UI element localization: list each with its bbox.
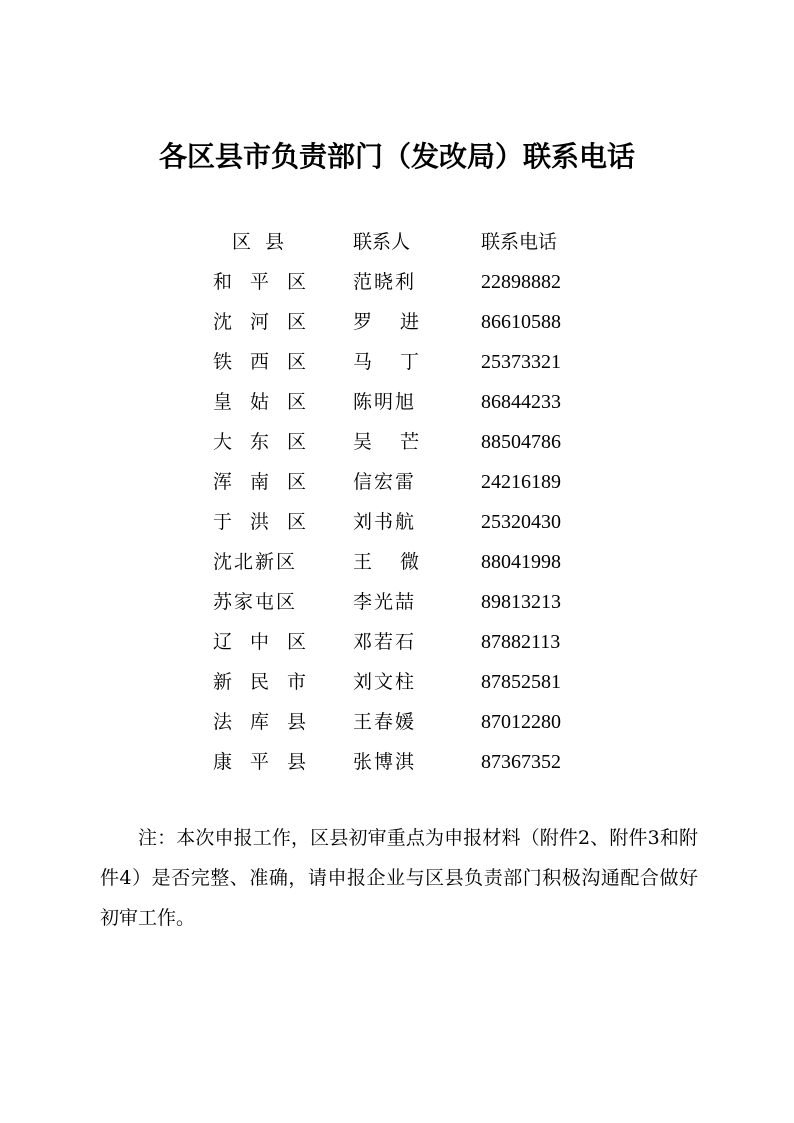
table-row xyxy=(0,302,794,342)
cell-contact: 邓若石 xyxy=(353,631,417,653)
cell-contact: 信宏雷 xyxy=(353,471,417,493)
cell-district: 沈北新区 xyxy=(213,551,298,573)
cell-phone: 87852581 xyxy=(481,671,561,693)
cell-district: 辽中区 xyxy=(213,631,325,653)
cell-phone: 86610588 xyxy=(481,311,561,333)
header-phone: 联系电话 xyxy=(481,231,558,253)
cell-contact: 范晓利 xyxy=(353,271,417,293)
table-row xyxy=(0,742,794,782)
table-row xyxy=(0,462,794,502)
table-row xyxy=(0,582,794,622)
cell-phone: 25373321 xyxy=(481,351,561,373)
table-header-row xyxy=(0,222,794,262)
header-district: 区县 xyxy=(232,231,299,253)
cell-contact: 吴芒 xyxy=(353,431,448,453)
page-title: 各区县市负责部门（发改局）联系电话 xyxy=(158,140,635,173)
cell-district: 铁西区 xyxy=(213,351,325,373)
cell-district: 浑南区 xyxy=(213,471,325,493)
cell-district: 沈河区 xyxy=(213,311,325,333)
table-row xyxy=(0,542,794,582)
cell-phone: 22898882 xyxy=(481,271,561,293)
table-row xyxy=(0,502,794,542)
header-contact: 联系人 xyxy=(353,231,411,253)
cell-contact: 王微 xyxy=(353,551,448,573)
cell-contact: 陈明旭 xyxy=(353,391,417,413)
table-row xyxy=(0,342,794,382)
table-row xyxy=(0,622,794,662)
cell-district: 皇姑区 xyxy=(213,391,325,413)
table-row xyxy=(0,422,794,462)
table-row xyxy=(0,702,794,742)
cell-contact: 罗进 xyxy=(353,311,448,333)
cell-contact: 王春媛 xyxy=(353,711,417,733)
cell-contact: 刘书航 xyxy=(353,511,417,533)
table-row xyxy=(0,262,794,302)
cell-district: 大东区 xyxy=(213,431,325,453)
cell-contact: 李光喆 xyxy=(353,591,417,613)
cell-phone: 24216189 xyxy=(481,471,561,493)
cell-phone: 88041998 xyxy=(481,551,561,573)
note-paragraph: 注：本次申报工作，区县初审重点为申报材料（附件2、附件3和附件4）是否完整、准确，请申报企业与区县负责部门积极沟通配合做好初审工作。 xyxy=(100,827,698,929)
cell-phone: 87882113 xyxy=(481,631,561,653)
cell-contact: 张博淇 xyxy=(353,751,417,773)
cell-phone: 89813213 xyxy=(481,591,561,613)
cell-phone: 86844233 xyxy=(481,391,561,413)
cell-contact: 马丁 xyxy=(353,351,448,373)
cell-phone: 88504786 xyxy=(481,431,561,453)
cell-phone: 87012280 xyxy=(481,711,561,733)
cell-district: 苏家屯区 xyxy=(213,591,298,613)
table-row xyxy=(0,662,794,702)
cell-phone: 87367352 xyxy=(481,751,561,773)
table-row xyxy=(0,382,794,422)
cell-district: 康平县 xyxy=(213,751,325,773)
cell-district: 于洪区 xyxy=(213,511,325,533)
cell-district: 和平区 xyxy=(213,271,325,293)
contact-table xyxy=(0,222,794,782)
table-body xyxy=(0,262,794,782)
cell-contact: 刘文柱 xyxy=(353,671,417,693)
cell-district: 新民市 xyxy=(213,671,325,693)
cell-district: 法库县 xyxy=(213,711,325,733)
cell-phone: 25320430 xyxy=(481,511,561,533)
